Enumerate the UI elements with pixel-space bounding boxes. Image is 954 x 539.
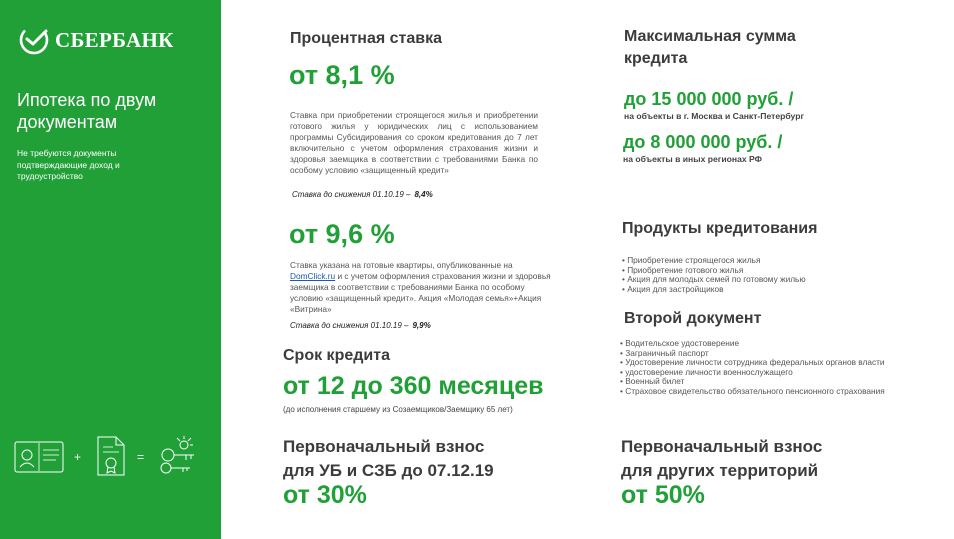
- rate-note2-label: Ставка до снижения 01.10.19 –: [290, 321, 409, 330]
- products-heading: Продукты кредитования: [622, 220, 818, 237]
- rate-description-secondary: [290, 260, 552, 315]
- down-payment-1-heading: [283, 435, 494, 483]
- rate-value-secondary: от 9,6 %: [289, 219, 395, 249]
- list-item: • Удостоверение личности сотрудника федеральных органов власти: [620, 358, 885, 368]
- sberbank-logo-icon: [19, 25, 49, 55]
- down-payment-2-line2: для других территорий: [621, 461, 819, 480]
- down-payment-1-value: от 30%: [283, 481, 367, 509]
- brand-name: СБЕРБАНК: [55, 27, 174, 52]
- rate-desc2-text-b: и с учетом оформления страхования жизни и здоровья заемщика в соответствии с требованиями Банка по особому условию «защищенный кредит». Акция «Молодая семья»+Акция «Витрина»: [290, 271, 551, 314]
- list-item: • Заграничный паспорт: [620, 349, 885, 359]
- term-value: от 12 до 360 месяцев: [283, 372, 544, 400]
- list-item: • Акция для молодых семей по готовому жилью: [622, 275, 806, 285]
- list-item: • Водительское удостоверение: [620, 339, 885, 349]
- brand-logo: [19, 25, 174, 55]
- rate-note2-value: 9,9%: [412, 321, 431, 330]
- max-sum-amount-2: до 8 000 000 руб. /: [623, 132, 783, 152]
- plus-sign: +: [74, 450, 82, 464]
- down-payment-1-line1: Первоначальный взнос: [283, 437, 485, 456]
- down-payment-2-heading: [621, 435, 822, 483]
- max-sum-region-1: на объекты в г. Москва и Санкт-Петербург: [624, 111, 805, 121]
- second-doc-heading: Второй документ: [624, 310, 762, 327]
- term-note: (до исполнения старшему из Созаемщиков/Заемщику 65 лет): [283, 405, 513, 414]
- rate-description-primary: Ставка при приобретении строящегося жилья и приобретении готового жилья у юридических лиц с использованием программы Субсидирования со сроком кредитования до 7 лет включительно с учетом оформления страхования жизни и здоровья заемщика в соответствии с требованиями Банка по особому условию «защищенный кредит»: [290, 110, 538, 175]
- list-item: • Акция для застройщиков: [622, 285, 806, 295]
- rate-heading: Процентная ставка: [290, 30, 442, 47]
- keys-icon: [156, 435, 198, 477]
- sidebar-title: Ипотека по двум документам: [17, 90, 157, 132]
- rate-desc2-text-a: Ставка указана на готовые квартиры, опубликованные на: [290, 260, 513, 270]
- list-item: • удостоверение личности военнослужащего: [620, 368, 885, 378]
- sidebar: [0, 0, 221, 539]
- passport-icon: [14, 441, 64, 473]
- rate-note-label: Ставка до снижения 01.10.19 –: [292, 190, 411, 199]
- sidebar-subtitle: Не требуются документы подтверждающие доход и трудоустройство: [17, 148, 120, 181]
- list-item: • Военный билет: [620, 377, 885, 387]
- domclick-link[interactable]: DomClick.ru: [290, 271, 336, 281]
- equals-sign: =: [137, 450, 145, 464]
- list-item: • Страховое свидетельство обязательного пенсионного страхования: [620, 387, 885, 397]
- max-sum-heading: Максимальная сумма кредита: [624, 28, 796, 67]
- down-payment-1-line2: для УБ и СЗБ до 07.12.19: [283, 461, 494, 480]
- max-sum-amount-1: до 15 000 000 руб. /: [624, 89, 794, 109]
- rate-note-secondary: [290, 321, 431, 330]
- list-item: • Приобретение готового жилья: [622, 266, 806, 276]
- document-formula: [14, 435, 204, 479]
- term-heading: Срок кредита: [283, 347, 390, 364]
- second-doc-list: [620, 339, 885, 396]
- max-sum-region-2: на объекты в иных регионах РФ: [623, 154, 762, 164]
- products-list: [622, 256, 806, 294]
- down-payment-2-value: от 50%: [621, 481, 705, 509]
- rate-note-primary: [292, 190, 433, 199]
- rate-value-primary: от 8,1 %: [289, 60, 395, 90]
- list-item: • Приобретение строящегося жилья: [622, 256, 806, 266]
- document-icon: [96, 435, 126, 477]
- rate-note-value: 8,4%: [414, 190, 433, 199]
- down-payment-2-line1: Первоначальный взнос: [621, 437, 823, 456]
